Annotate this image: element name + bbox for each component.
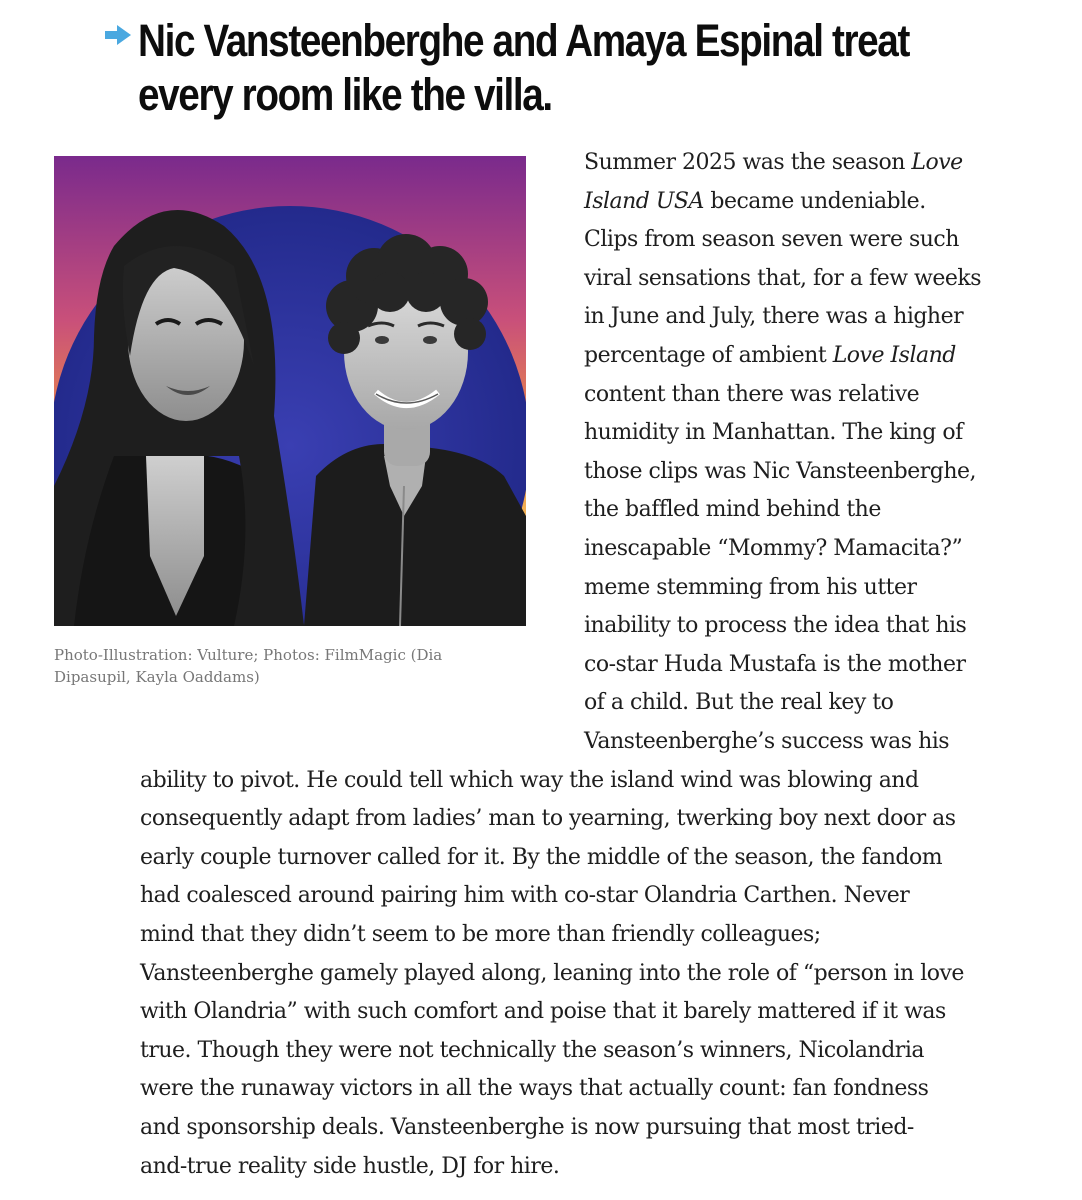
text-run: Vansteenberghe’s success was his	[584, 729, 950, 754]
body-text-line	[584, 569, 917, 607]
body-text-line: were the runaway victors in all the ways that actually count: fan fondness	[140, 1076, 929, 1102]
text-run: those clips was Nic Vansteenberghe,	[584, 458, 977, 484]
italic-title: Island USA	[584, 188, 704, 214]
body-text-line: consequently adapt from ladies’ man to yearning, twerking boy next door as	[140, 806, 956, 832]
body-text-line: and sponsorship deals. Vansteenberghe is now pursuing that most tried-	[140, 1115, 914, 1140]
photo-caption	[54, 644, 534, 688]
body-text-line: with Olandria” with such comfort and poise that it barely mattered if it was	[140, 999, 946, 1025]
body-text-line	[584, 260, 981, 298]
body-text-line	[584, 337, 956, 375]
body-text-line	[584, 530, 962, 568]
text-run: inescapable “Mommy? Mamacita?”	[584, 536, 963, 561]
text-run: meme stemming from his utter	[584, 574, 917, 600]
body-text-line: early couple turnover called for it. By the middle of the season, the fandom	[140, 844, 943, 870]
caption-line: Dipasupil, Kayla Oaddams)	[54, 668, 260, 686]
body-text-line	[584, 723, 949, 761]
text-run: viral sensations that, for a few weeks	[584, 265, 982, 291]
body-text-line	[584, 646, 966, 684]
headline-line: Nic Vansteenberghe and Amaya Espinal treat	[138, 15, 909, 66]
headline-title	[138, 14, 909, 122]
text-run: Clips from season seven were such	[584, 227, 959, 253]
text-run: content than there was relative	[584, 381, 920, 407]
italic-title: Love Island	[832, 343, 956, 368]
body-text-line	[584, 298, 963, 336]
body-text-line: ability to pivot. He could tell which way the island wind was blowing and	[140, 767, 919, 793]
body-text-line: mind that they didn’t seem to be more than friendly colleagues;	[140, 922, 821, 947]
arrow-head	[117, 25, 131, 45]
body-text-line	[584, 684, 893, 722]
body-text-line	[584, 183, 926, 221]
text-run: humidity in Manhattan. The king of	[584, 420, 963, 446]
body-text-line	[584, 144, 963, 182]
text-run: inability to process the idea that his	[584, 613, 967, 639]
text-run: in June and July, there was a higher	[584, 304, 964, 330]
arrow-shaft	[105, 31, 119, 39]
right-arrow-icon	[104, 24, 132, 46]
text-run: of a child. But the real key to	[584, 690, 894, 716]
text-run: Summer 2025 was the season	[584, 150, 912, 175]
body-text-line	[584, 491, 881, 529]
body-text-line: Vansteenberghe gamely played along, leaning into the role of “person in love	[140, 960, 964, 986]
body-text-line: and-true reality side hustle, DJ for hire.	[140, 1153, 560, 1179]
text-run: the baffled mind behind the	[584, 497, 881, 523]
article-photo	[54, 156, 526, 626]
photo-illustration	[54, 156, 526, 626]
body-text-line	[584, 376, 919, 414]
caption-line: Photo-Illustration: Vulture; Photos: FilmMagic (Dia	[54, 646, 443, 664]
body-text-line: true. Though they were not technically the season’s winners, Nicolandria	[140, 1037, 924, 1063]
italic-title: Love	[911, 150, 963, 175]
text-run: became undeniable.	[703, 188, 926, 214]
text-run: percentage of ambient	[584, 343, 833, 368]
headline-line: every room like the villa.	[138, 69, 552, 120]
body-text-line	[584, 607, 966, 645]
text-run: co-star Huda Mustafa is the mother	[584, 651, 966, 677]
body-text-line	[584, 221, 959, 259]
body-text-line: had coalesced around pairing him with co-star Olandria Carthen. Never	[140, 883, 910, 909]
body-text-line	[584, 414, 963, 452]
body-text-line	[584, 453, 976, 491]
